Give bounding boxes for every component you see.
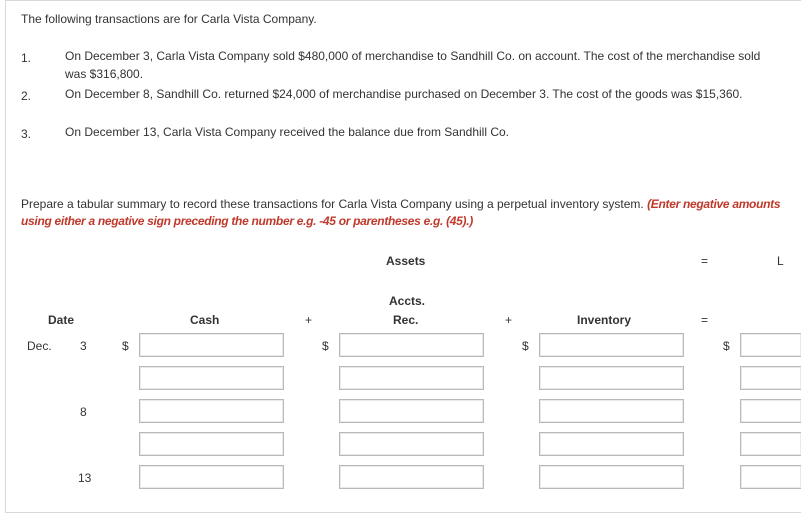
accts-rec-input-row5[interactable] — [339, 465, 484, 489]
cash-input-row3[interactable] — [139, 399, 284, 423]
instruction-text — [21, 196, 791, 230]
instruction-negative-note: (Enter negative amounts using either a negative sign preceding the number e.g. -45 or parentheses e.g. (45).) — [21, 197, 781, 228]
transaction-number-2: 2. — [21, 89, 32, 103]
liabilities-header-partial: L — [777, 254, 784, 268]
transaction-text-3: On December 13, Carla Vista Company received the balance due from Sandhill Co. — [65, 125, 510, 139]
liabilities-input-row5[interactable] — [740, 465, 801, 489]
inventory-input-row3[interactable] — [539, 399, 684, 423]
liabilities-input-row1[interactable] — [740, 333, 801, 357]
day-label-3: 3 — [80, 339, 87, 353]
accts-rec-header-line1: Accts. — [389, 294, 426, 308]
cash-header: Cash — [190, 313, 220, 327]
liabilities-input-row3[interactable] — [740, 399, 801, 423]
liabilities-input-row2[interactable] — [740, 366, 801, 390]
inventory-input-row2[interactable] — [539, 366, 684, 390]
cash-input-row5[interactable] — [139, 465, 284, 489]
instruction-main: Prepare a tabular summary to record these transactions for Carla Vista Company using a perpetual inventory system. — [21, 197, 644, 211]
day-label-13: 13 — [78, 471, 92, 485]
day-label-8: 8 — [80, 405, 87, 419]
dollar-sign-inventory: $ — [522, 339, 529, 353]
assets-header: Assets — [386, 254, 426, 268]
month-label: Dec. — [27, 339, 52, 353]
transaction-number-1: 1. — [21, 51, 32, 65]
equals-sign: = — [701, 313, 709, 327]
accts-rec-header-line2: Rec. — [393, 313, 419, 327]
accts-rec-input-row1[interactable] — [339, 333, 484, 357]
dollar-sign-accts-rec: $ — [322, 339, 329, 353]
equals-sign-top: = — [701, 254, 709, 268]
transaction-text-1: On December 3, Carla Vista Company sold $480,000 of merchandise to Sandhill Co. on account. The cost of the merchandise sold was $316,800. — [65, 49, 761, 81]
transaction-text-2: On December 8, Sandhill Co. returned $24,000 of merchandise purchased on December 3. The cost of the goods was $15,360. — [65, 87, 743, 101]
accts-rec-input-row2[interactable] — [339, 366, 484, 390]
cash-input-row4[interactable] — [139, 432, 284, 456]
dollar-sign-cash: $ — [122, 339, 129, 353]
dollar-sign-liabilities: $ — [723, 339, 730, 353]
liabilities-input-row4[interactable] — [740, 432, 801, 456]
inventory-input-row1[interactable] — [539, 333, 684, 357]
plus-sign-2: + — [505, 313, 513, 327]
inventory-input-row4[interactable] — [539, 432, 684, 456]
inventory-header: Inventory — [577, 313, 632, 327]
accts-rec-input-row4[interactable] — [339, 432, 484, 456]
plus-sign-1: + — [305, 313, 313, 327]
cash-input-row2[interactable] — [139, 366, 284, 390]
date-header: Date — [48, 313, 75, 327]
cash-input-row1[interactable] — [139, 333, 284, 357]
intro-text: The following transactions are for Carla Vista Company. — [21, 12, 317, 26]
inventory-input-row5[interactable] — [539, 465, 684, 489]
transaction-number-3: 3. — [21, 127, 32, 141]
accts-rec-input-row3[interactable] — [339, 399, 484, 423]
